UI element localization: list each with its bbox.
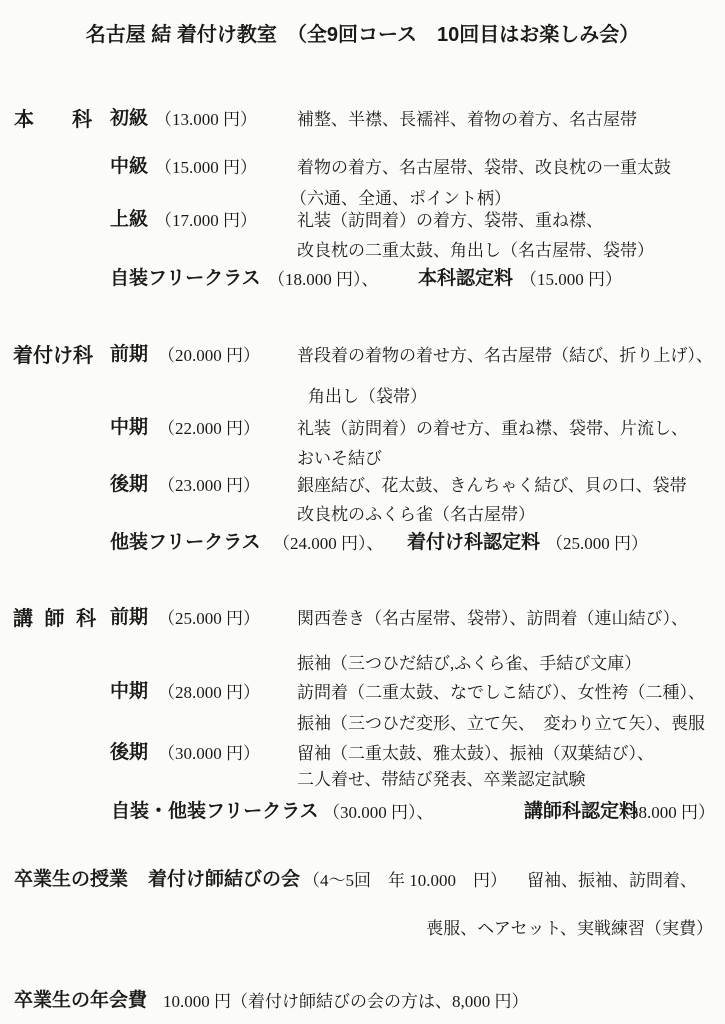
kitsukeka-zenki-price: （20.000 円） bbox=[158, 346, 260, 365]
kitsukeka-zenki-level: 前期 bbox=[110, 344, 149, 365]
honka-chukyu-price: （15.000 円） bbox=[155, 158, 257, 177]
honka-cert-price: （15.000 円） bbox=[520, 270, 622, 289]
honka-row-jokyu bbox=[0, 204, 725, 232]
koshika-chuki-price: （28.000 円） bbox=[158, 683, 260, 702]
koshika-row-zenki-cont bbox=[0, 647, 725, 675]
koshika-zenki-desc: 関西巻き（名古屋帯、袋帯）、訪問着（連山結び）、 bbox=[297, 609, 688, 628]
koshika-row-koki-cont bbox=[0, 763, 725, 791]
honka-cert-label: 本科認定料 bbox=[418, 268, 514, 289]
koshika-free-price: （30.000 円）、 bbox=[323, 803, 434, 822]
honka-shokyu-desc: 補整、半襟、長襦袢、着物の着方、名古屋帯 bbox=[297, 110, 637, 129]
koshika-free-label: 自装・他装フリークラス bbox=[111, 801, 319, 822]
honka-row-free bbox=[0, 263, 725, 291]
koshika-chuki-desc: 訪問着（二重太鼓、なでしこ結び）、女性袴（二種）、 bbox=[297, 683, 705, 702]
koshika-koki-price: （30.000 円） bbox=[158, 744, 260, 763]
kitsukeka-row-zenki-cont bbox=[0, 380, 725, 408]
annual-fee-row bbox=[0, 985, 725, 1013]
honka-jokyu-desc-cont: 改良枕の二重太鼓、角出し（名古屋帯、袋帯） bbox=[297, 241, 654, 260]
kitsukeka-row-free bbox=[0, 527, 725, 555]
honka-row-shokyu bbox=[0, 103, 725, 131]
honka-jokyu-price: （17.000 円） bbox=[155, 211, 257, 230]
kitsukeka-row-koki bbox=[0, 469, 725, 497]
honka-shokyu-level: 初級 bbox=[110, 108, 149, 129]
kitsukeka-chuki-price: （22.000 円） bbox=[158, 419, 260, 438]
kitsukeka-section-name: 着付け科 bbox=[13, 345, 93, 367]
graduates-items-2: 喪服、ヘアセット、実戦練習（実費） bbox=[426, 919, 713, 938]
koshika-section-name: 講 師 科 bbox=[13, 608, 100, 630]
honka-shokyu-price: （13.000 円） bbox=[155, 110, 257, 129]
kitsukeka-zenki-desc-cont: 角出し（袋帯） bbox=[308, 387, 427, 406]
koshika-cert-label: 講師科認定料 bbox=[524, 801, 639, 822]
graduates-items-1: 留袖、振袖、訪問着、 bbox=[527, 871, 697, 890]
koshika-koki-desc: 留袖（二重太鼓、雅太鼓）、振袖（双葉結び）、 bbox=[297, 744, 654, 763]
honka-jokyu-desc: 礼装（訪問着）の着方、袋帯、重ね襟、 bbox=[297, 211, 603, 230]
koshika-zenki-price: （25.000 円） bbox=[158, 609, 260, 628]
kitsukeka-koki-desc: 銀座結び、花太鼓、きんちゃく結び、貝の口、袋帯 bbox=[297, 476, 687, 495]
kitsukeka-free-label: 他装フリークラス bbox=[110, 532, 261, 553]
honka-chukyu-desc-cont: （六通、全通、ポイント柄） bbox=[290, 189, 511, 208]
kitsukeka-cert-price: （25.000 円） bbox=[546, 534, 648, 553]
honka-section-name: 本 科 bbox=[14, 109, 101, 131]
koshika-row-free bbox=[0, 796, 725, 824]
kitsukeka-zenki-desc: 普段着の着物の着せ方、名古屋帯（結び、折り上げ）、 bbox=[297, 346, 713, 365]
kitsukeka-row-chuki bbox=[0, 412, 725, 440]
annual-fee-value: 10.000 円（着付け師結びの会の方は、8,000 円） bbox=[163, 992, 529, 1011]
koshika-chuki-desc-cont: 振袖（三つひだ変形、立て矢、 変わり立て矢）、喪服 bbox=[297, 714, 705, 733]
koshika-row-chuki-cont bbox=[0, 707, 725, 735]
graduates-heading: 卒業生の授業 bbox=[14, 869, 129, 890]
honka-free-price: （18.000 円）、 bbox=[268, 270, 379, 289]
kitsukeka-koki-level: 後期 bbox=[110, 474, 149, 495]
koshika-zenki-level: 前期 bbox=[110, 607, 149, 628]
koshika-row-chuki bbox=[0, 676, 725, 704]
koshika-chuki-level: 中期 bbox=[110, 681, 149, 702]
kitsukeka-chuki-level: 中期 bbox=[110, 417, 149, 438]
kitsukeka-row-koki-cont bbox=[0, 498, 725, 526]
koshika-row-koki bbox=[0, 737, 725, 765]
kitsukeka-row-zenki bbox=[0, 339, 725, 367]
graduates-terms: （4～5回 年 10.000 円） bbox=[303, 871, 507, 890]
kitsukeka-chuki-desc-cont: おいそ結び bbox=[297, 449, 382, 468]
kitsukeka-row-chuki-cont bbox=[0, 442, 725, 470]
koshika-koki-desc-cont: 二人着せ、帯結び発表、卒業認定試験 bbox=[297, 770, 586, 789]
kitsukeka-koki-price: （23.000 円） bbox=[158, 476, 260, 495]
koshika-cert-price: （38.000 円） bbox=[613, 803, 715, 822]
kitsukeka-free-price: （24.000 円）、 bbox=[273, 534, 384, 553]
honka-row-jokyu-cont bbox=[0, 234, 725, 262]
graduates-row bbox=[0, 864, 725, 892]
kitsukeka-cert-label: 着付け科認定料 bbox=[407, 532, 541, 553]
koshika-row-zenki bbox=[0, 602, 725, 630]
doc-title: 名古屋 結 着付け教室 （全9回コース 10回目はお楽しみ会） bbox=[85, 24, 640, 46]
honka-chukyu-desc: 着物の着方、名古屋帯、袋帯、改良枕の一重太鼓 bbox=[297, 158, 671, 177]
honka-jokyu-level: 上級 bbox=[110, 209, 149, 230]
koshika-zenki-desc-cont: 振袖（三つひだ結び,ふくら雀、手結び文庫） bbox=[297, 654, 642, 673]
koshika-koki-level: 後期 bbox=[110, 742, 149, 763]
kitsukeka-koki-desc-cont: 改良枕のふくら雀（名古屋帯） bbox=[297, 505, 535, 524]
kitsukeka-chuki-desc: 礼装（訪問着）の着せ方、重ね襟、袋帯、片流し、 bbox=[297, 419, 688, 438]
graduates-row-cont bbox=[0, 912, 725, 940]
honka-free-label: 自装フリークラス bbox=[110, 268, 261, 289]
graduates-club: 着付け師結びの会 bbox=[148, 869, 301, 890]
honka-row-chukyu bbox=[0, 151, 725, 179]
annual-fee-heading: 卒業生の年会費 bbox=[14, 990, 148, 1011]
honka-chukyu-level: 中級 bbox=[110, 156, 149, 177]
